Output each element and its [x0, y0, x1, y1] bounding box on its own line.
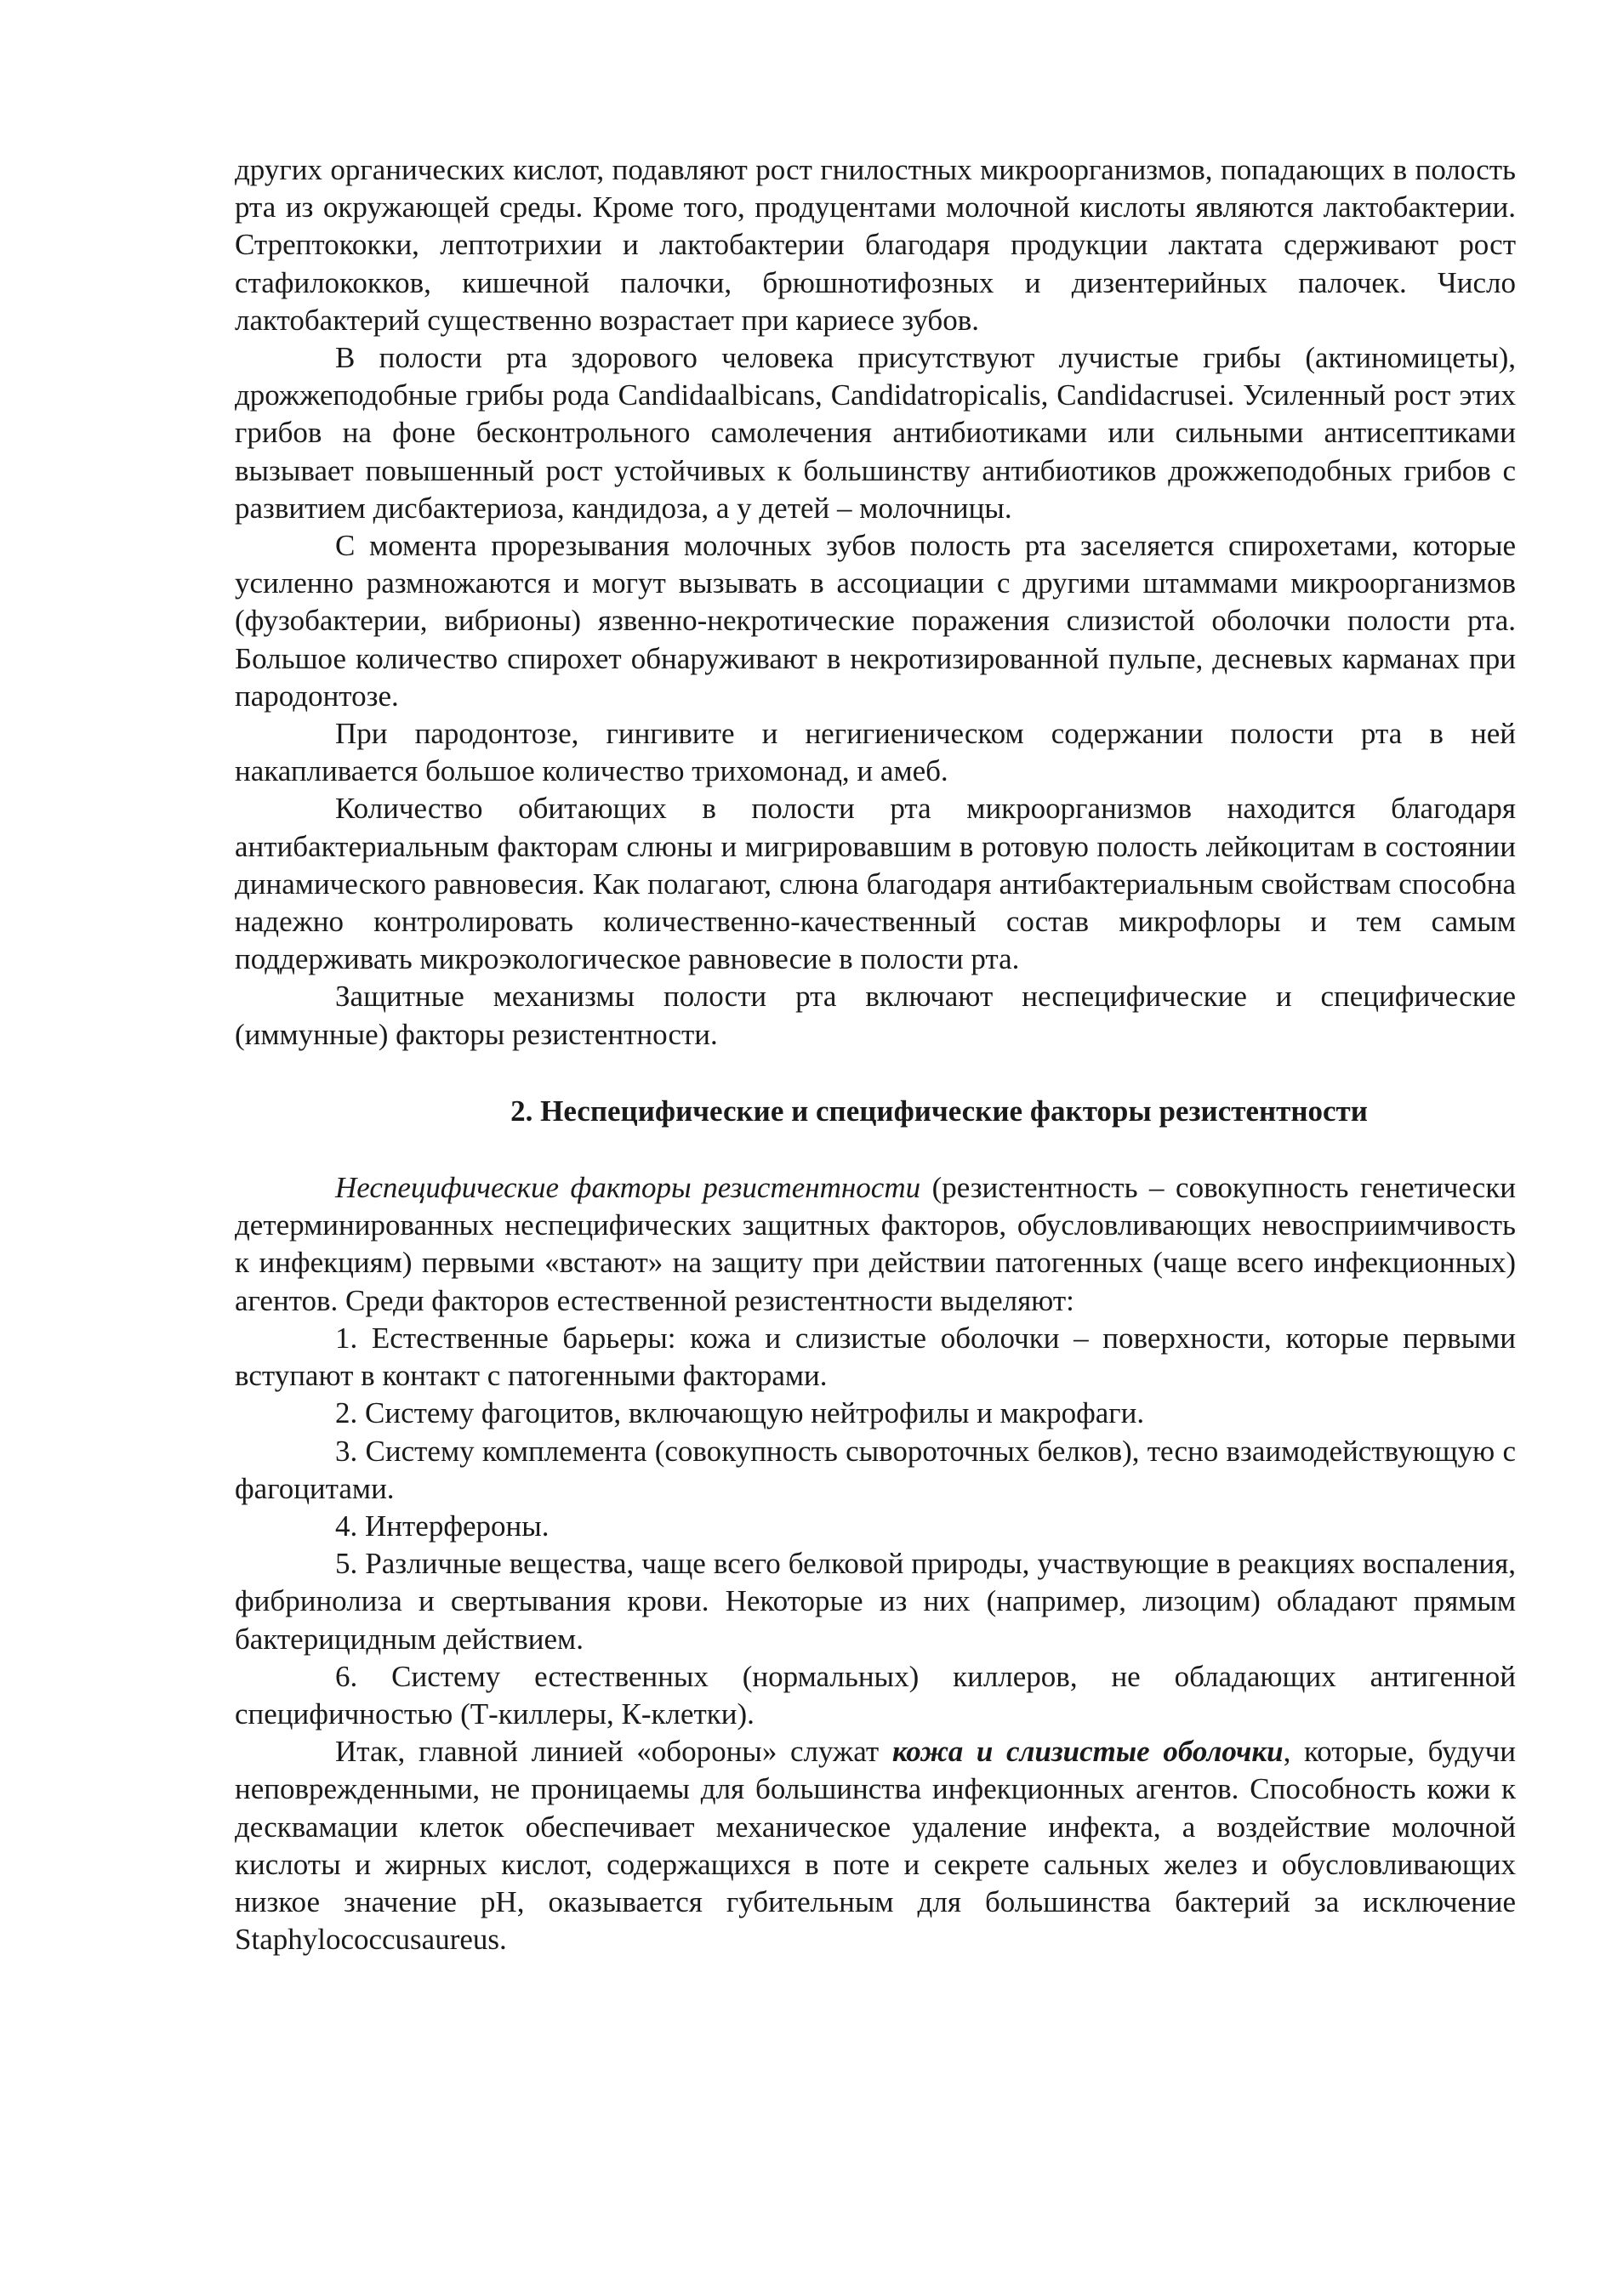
paragraph-continuation: других органических кислот, подавляют рост гнилостных микроорганизмов, попадающих в полость рта из окружающей среды. Кроме того, продуцентами молочной кислоты являются лактобактерии. Стрептококки, лептотрихии и лактобактерии благодаря продукции лактата сдерживают рост стафилококков, кишечной палочки, брюшнотифозных и дизентерийных палочек. Число лактобактерий существенно возрастает при кариесе зубов.: [235, 153, 1516, 337]
paragraph-fungi: В полости рта здорового человека присутствуют лучистые грибы (актиномицеты), дрожжеподобные грибы рода Candidaalbicans, Candidatropicalis, Candidacrusei. Усиленный рост этих грибов на фоне бесконтрольного самолечения антибиотиками или сильными антисептиками вызывает повышенный рост устойчивых к большинству антибиотиков дрожжеподобных грибов с развитием дисбактериоза, кандидоза, а у детей – молочницы.: [235, 341, 1516, 525]
paragraph-final: [235, 1733, 1516, 1958]
paragraph-spirochetes: С момента прорезывания молочных зубов полость рта заселяется спирохетами, которые усиленно размножаются и могут вызывать в ассоциации с другими штаммами микроорганизмов (фузобактерии, вибрионы) язвенно-некротические поражения слизистой оболочки полости рта. Большое количество спирохет обнаруживают в некротизированной пульпе, десневых карманах при пародонтозе.: [235, 529, 1516, 713]
list-item-6: 6. Систему естественных (нормальных) киллеров, не обладающих антигенной специфичностью (Т-киллеры, К-клетки).: [235, 1659, 1516, 1731]
paragraph-trichomonads: При пародонтозе, гингивите и негигиеническом содержании полости рта в ней накапливается большое количество трихомонад, и амеб.: [235, 717, 1516, 788]
final-emphasis: кожа и слизистые оболочки: [891, 1735, 1284, 1769]
paragraph-equilibrium: Количество обитающих в полости рта микроорганизмов находится благодаря антибактериальным факторам слюны и мигрировавшим в ротовую полость лейкоцитам в состоянии динамического равновесия. Как полагают, слюна благодаря антибактериальным свойствам способна надежно контролировать количественно-качественный состав микрофлоры и тем самым поддерживать микроэкологическое равновесие в полости рта.: [235, 792, 1516, 976]
document-page: [235, 151, 1516, 1958]
list-item-3: 3. Систему комплемента (совокупность сывороточных белков), тесно взаимодействующую с фагоцитами.: [235, 1434, 1516, 1505]
intro-rest-text: (резистентность – совокупность генетически детерминированных неспецифических защитных факторов, обусловливающих невосприимчивость к инфекциям) первыми «встают» на защиту при действии патогенных (чаще всего инфекционных) агентов. Среди факторов естественной резистентности выделяют:: [235, 1171, 1516, 1317]
intro-italic-term: Неспецифические факторы резистентности: [335, 1171, 921, 1205]
list-item-4: 4. Интерфероны.: [335, 1509, 550, 1543]
final-text-before: Итак, главной линией «обороны» служат: [335, 1735, 892, 1769]
paragraph-intro: [235, 1169, 1516, 1320]
final-text-after: , которые, будучи неповрежденными, не проницаемы для большинства инфекционных агентов. Способность кожи к десквамации клеток обеспечивает механическое удаление инфекта, а воздействие молочной кислоты и жирных кислот, содержащихся в поте и секрете сальных желез и обусловливающих низкое значение pH, оказывается губительным для большинства бактерий за исключение Staphylococcusaureus.: [235, 1735, 1517, 1957]
section-heading: 2. Неспецифические и специфические факторы резистентности: [510, 1094, 1368, 1128]
list-item-5: 5. Различные вещества, чаще всего белковой природы, участвующие в реакциях воспаления, фибринолиза и свертывания крови. Некоторые из них (например, лизоцим) обладают прямым бактерицидным действием.: [235, 1547, 1516, 1656]
list-item-2: 2. Систему фагоцитов, включающую нейтрофилы и макрофаги.: [335, 1396, 1145, 1430]
list-item-1: 1. Естественные барьеры: кожа и слизистые оболочки – поверхности, которые первыми вступают в контакт с патогенными факторами.: [235, 1321, 1516, 1393]
paragraph-mechanisms: Защитные механизмы полости рта включают неспецифические и специфические (иммунные) факторы резистентности.: [235, 980, 1516, 1051]
